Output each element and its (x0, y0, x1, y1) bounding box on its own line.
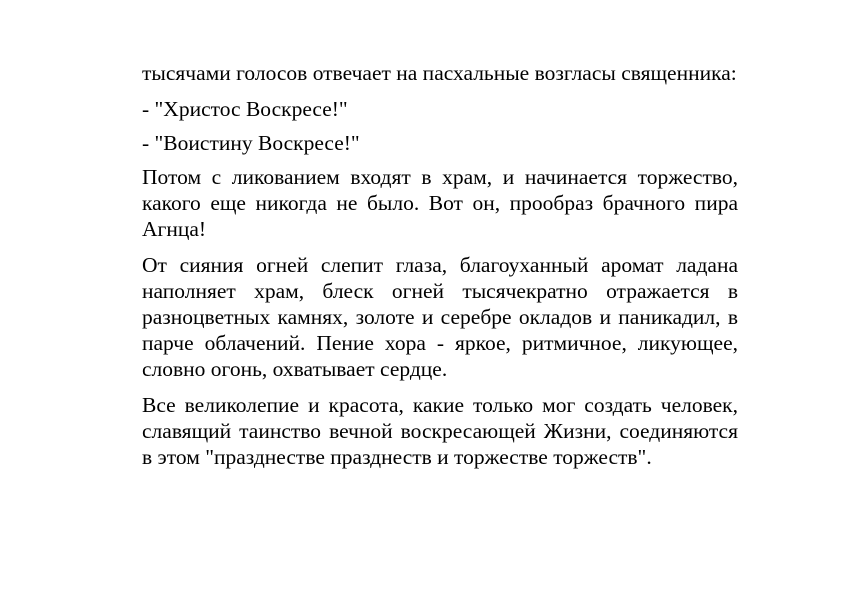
paragraph-christ-is-risen: - "Христос Воскресе!" (142, 97, 348, 121)
paragraph-intro: тысячами голосов отвечает на пасхальные возгласы священника: (142, 61, 737, 85)
paragraph-splendor: Все великолепие и красота, какие только мог создать человек, славящий таинство вечной воскресающей Жизни, соединяются в этом "празднестве празднеств и торжестве торжеств". (142, 393, 738, 469)
paragraph-lights: От сияния огней слепит глаза, благоуханный аромат ладана наполняет храм, блеск огней тысячекратно отражается в разноцветных камнях, золоте и серебре окладов и паникадил, в парче облачений. Пение хора - яркое, ритмичное, ликующее, словно огонь, охватывает сердце. (142, 253, 738, 381)
document-body (142, 60, 738, 480)
paragraph-celebration: Потом с ликованием входят в храм, и начинается торжество, какого еще никогда не было. Вот он, прообраз брачного пира Агнца! (142, 165, 738, 241)
paragraph-truly-risen: - "Воистину Воскресе!" (142, 131, 360, 155)
